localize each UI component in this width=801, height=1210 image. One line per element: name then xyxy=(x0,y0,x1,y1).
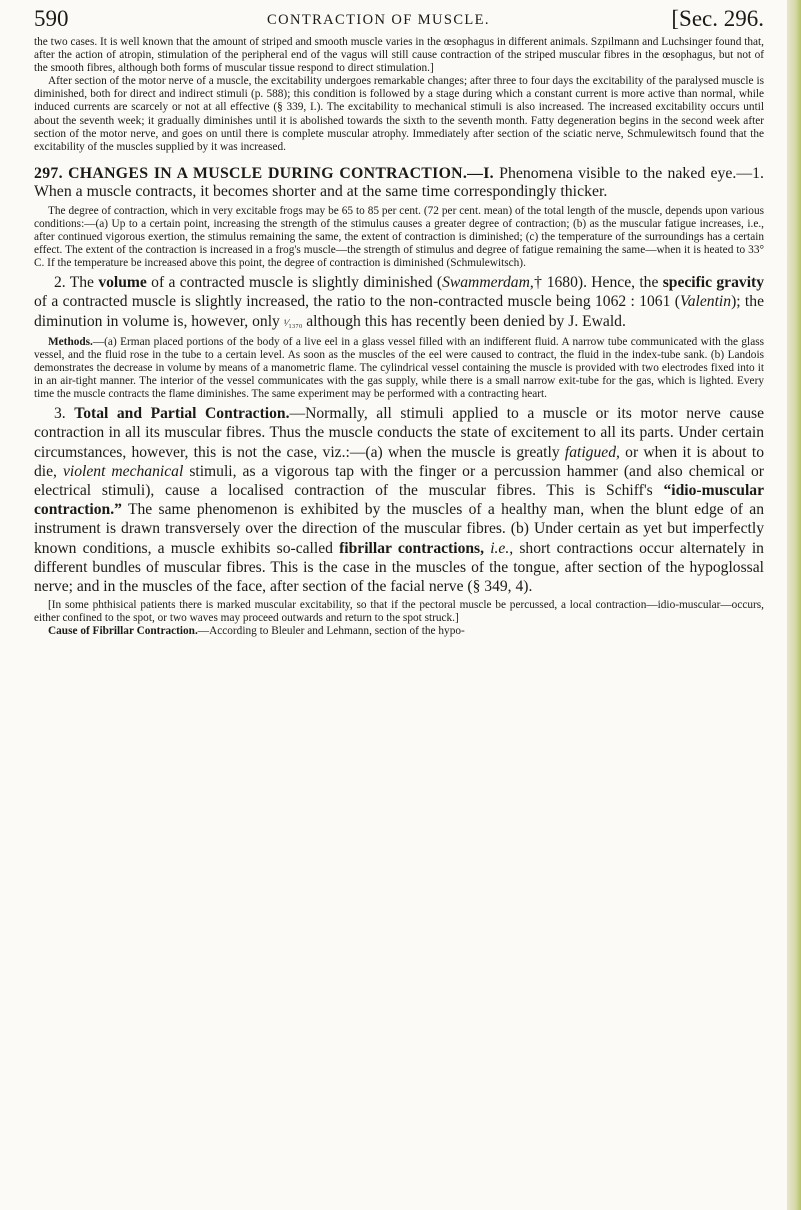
tp-violent: violent mechanical xyxy=(62,462,184,480)
volume-text-5: although this has recently been denied by J. Ewald. xyxy=(306,312,626,330)
tp-text-4: The same phenomenon is exhibited by the muscles of a healthy man, when the blunt edge of an instrument is drawn transversely over the direction of the muscular fibres. (b) Under certain as yet but imperfectly known conditions, a muscle exhibits so-called xyxy=(34,501,764,557)
cause-text: —According to Bleuler and Lehmann, section of the hypo- xyxy=(197,625,465,638)
section-heading xyxy=(34,165,764,202)
volume-paragraph xyxy=(34,273,764,333)
tp-fatigued: fatigued, xyxy=(564,443,620,461)
cause-label: Cause of Fibrillar Contraction. xyxy=(48,625,198,638)
tp-ie: i.e., xyxy=(490,539,514,557)
citation-valentin: Valentin xyxy=(679,293,732,311)
tp-idio-muscular: “idio-muscular contraction.” xyxy=(34,482,764,519)
page-header xyxy=(34,6,764,36)
tp-lead: 3. xyxy=(54,405,66,423)
intro-paragraph: the two cases. It is well known that the amount of striped and smooth muscle varies in the œsophagus in different animals. Szpilmann and Luchsinger found that, after the action of atropin, stimulation of the peripheral end of the vagus will still cause contraction of the striped muscular fibres in the œsophagus, but not of the smooth fibres, although both forms of muscular tissue respond to direct stimulation.] xyxy=(34,36,764,75)
volume-text-4: ); the diminution in volume is, however, only xyxy=(34,293,764,330)
section-subtitle: Phenomena visible to the naked eye. xyxy=(499,164,737,182)
volume-keyword: volume xyxy=(98,274,147,292)
tp-text-2: or when it is about to die, xyxy=(34,443,764,480)
tp-text-1: —Normally, all stimuli applied to a muscle or its motor nerve cause contraction in all its muscular fibres. Thus the muscle conducts the state of excitement to all its parts. Under certain circumstances, however, this is not the case, viz.:—(a) when the muscle is greatly xyxy=(34,405,764,461)
methods-paragraph xyxy=(34,336,764,401)
specific-gravity-keyword: specific gravity xyxy=(662,274,765,292)
cause-paragraph xyxy=(34,625,764,638)
phthisical-paragraph: [In some phthisical patients there is marked muscular excitability, so that if the pectoral muscle be percussed, a local contraction—idio-muscular—occurs, either confined to the spot, or two waves may proceed outwards and return to the spot struck.] xyxy=(34,599,764,625)
volume-fraction: ¹⁄₁₃₇₀ xyxy=(283,317,303,329)
document-page xyxy=(34,6,764,639)
tp-fibrillar: fibrillar contractions, xyxy=(339,539,485,557)
running-title: CONTRACTION OF MUSCLE. xyxy=(267,12,490,28)
page-edge xyxy=(787,0,801,1210)
volume-text-3: of a contracted muscle is slightly increased, the ratio to the non-contracted muscle being 1062 : 1061 ( xyxy=(34,293,680,311)
methods-text: —(a) Erman placed portions of the body of a live eel in a glass vessel filled with an indifferent fluid. A narrow tube communicated with the glass vessel, and the fluid rose in the tube to a certain level. As soon as the muscles of the eel were caused to contract, the fluid in the index-tube sank. (b) Landois demonstrates the decrease in volume by means of a manometric flame. The cylindrical vessel containing the muscle is provided with two electrodes fixed into it in an air-tight manner. The interior of the vessel communicates with the gas supply, while there is a small narrow exit-tube for the gas, which is lighted. Every time the muscle contracts the flame diminishes. The same experiment may be performed with a contracting heart. xyxy=(34,335,764,401)
tp-title: Total and Partial Contraction. xyxy=(74,405,290,423)
after-section-paragraph: After section of the motor nerve of a muscle, the excitability undergoes remarkable changes; after three to four days the excitability of the paralysed muscle is diminished, both for direct and indirect stimuli (p. 588); this condition is followed by a stage during which a constant current is more active than normal, while induced currents are scarcely or not at all effective (§ 339, I.). The excitability to mechanical stimuli is also increased. The increased excitability occurs until about the seventh week; it gradually diminishes until it is abolished towards the sixth to the seventh month. Fatty degeneration begins in the second week after section of the motor nerve, and goes on until there is complete muscular atrophy. Immediately after section of the sciatic nerve, Schmulewitsch found that the excitability of the muscles supplied by it was increased. xyxy=(34,75,764,153)
section-intro-text: —1. When a muscle contracts, it becomes shorter and at the same time correspondingly thicker. xyxy=(34,164,764,201)
volume-text-2: ,† 1680). Hence, the xyxy=(529,274,659,292)
page-number: 590 xyxy=(34,6,69,31)
tp-text-3: stimuli, as a vigorous tap with the finger or a percussion hammer (and also chemical or electrical stimuli), cause a localised contraction of the muscular fibres. This is Schiff's xyxy=(34,462,764,500)
degree-paragraph: The degree of contraction, which in very excitable frogs may be 65 to 85 per cent. (72 per cent. mean) of the total length of the muscle, depends upon various conditions:—(a) Up to a certain point, increasing the strength of the stimulus causes a greater degree of contraction; (b) as the muscular fatigue increases, i.e., after continued vigorous exertion, the stimulus remaining the same, the extent of contraction is diminished; (c) the temperature of the surroundings has a certain effect. The extent of the contraction is increased in a frog's muscle—the strength of stimulus and degree of fatigue remaining the same—when it is heated to 33° C. If the temperature be increased above this point, the degree of contraction is diminished (Schmulewitsch). xyxy=(34,204,764,270)
total-partial-paragraph xyxy=(34,404,764,596)
section-title: CHANGES IN A MUSCLE DURING CONTRACTION.—I. xyxy=(68,164,494,182)
tp-text-5: short contractions occur alternately in different bundles of muscular fibres. This is the case in the muscles of the tongue, after section of the hypoglossal nerve; and in the muscles of the face, after section of the facial nerve (§ 349, 4). xyxy=(34,539,764,596)
section-number: 297. xyxy=(34,164,63,182)
volume-lead: 2. The xyxy=(54,274,94,292)
section-marker: [Sec. 296. xyxy=(671,6,764,31)
volume-text-1: of a contracted muscle is slightly diminished ( xyxy=(151,274,443,292)
citation-swammerdam: Swammerdam xyxy=(442,274,530,292)
methods-label: Methods. xyxy=(48,335,93,348)
